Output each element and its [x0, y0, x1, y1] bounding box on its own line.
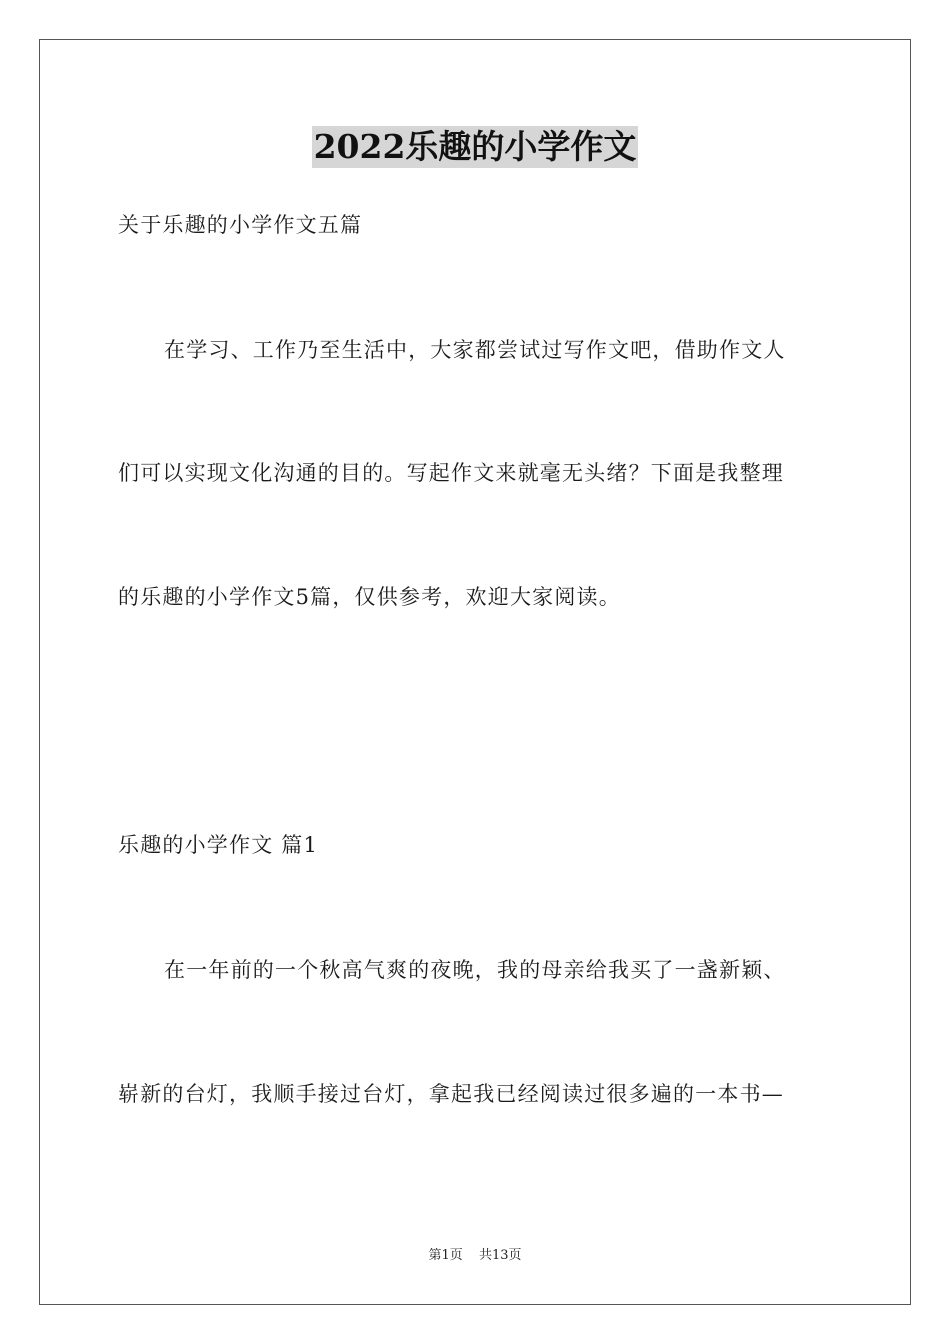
intro-line-3: 的乐趣的小学作文5篇，仅供参考，欢迎大家阅读。 [118, 585, 621, 609]
page-footer [0, 1247, 950, 1265]
document-title: 2022乐趣的小学作文 [313, 127, 637, 166]
page-number: 第1页 [428, 1248, 463, 1263]
section-heading: 乐趣的小学作文 篇1 [118, 833, 319, 857]
section-line-1: 在一年前的一个秋高气爽的夜晚，我的母亲给我买了一盏新颖、 [164, 958, 786, 982]
intro-line-1: 在学习、工作乃至生活中，大家都尝试过写作文吧，借助作文人 [164, 338, 786, 362]
intro-line-2: 们可以实现文化沟通的目的。写起作文来就毫无头绪？下面是我整理 [118, 461, 784, 485]
section-line-2: 崭新的台灯，我顺手接过台灯，拿起我已经阅读过很多遍的一本书— [118, 1082, 784, 1106]
document-subtitle: 关于乐趣的小学作文五篇 [118, 213, 363, 237]
page-total: 共13页 [478, 1248, 522, 1263]
title-container [0, 126, 950, 168]
